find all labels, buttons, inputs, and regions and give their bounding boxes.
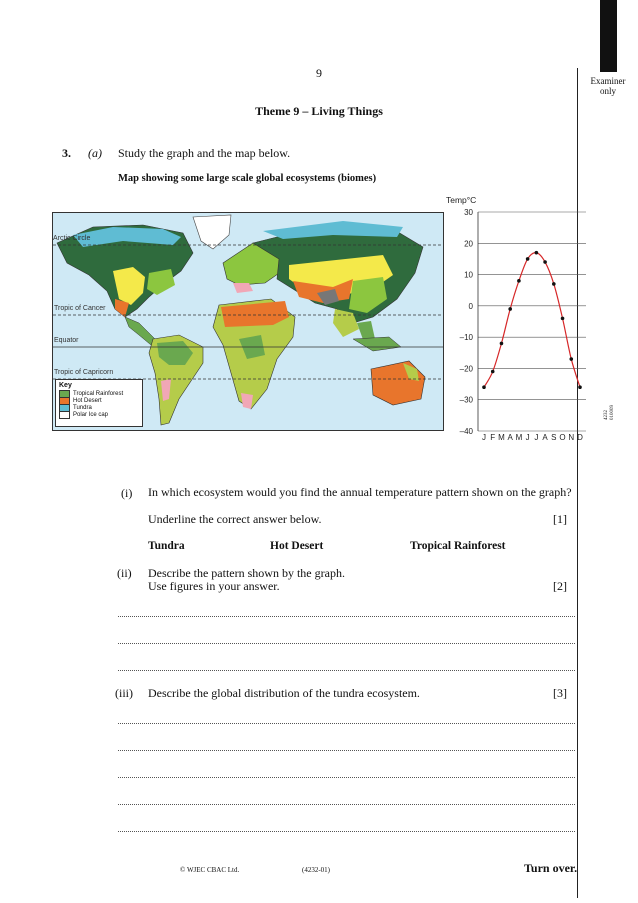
key-label: Tundra [73, 404, 92, 411]
equator-label: Equator [54, 337, 79, 344]
arctic-circle-label: Arctic Circle [53, 235, 91, 242]
q-ii-number: (ii) [117, 566, 132, 580]
data-point [552, 282, 556, 286]
turn-over: Turn over. [524, 861, 578, 875]
answer-line[interactable] [118, 804, 575, 805]
key-title: Key [59, 382, 72, 389]
y-tick-label: –30 [459, 395, 473, 405]
y-axis-label: Temp°C [446, 195, 477, 205]
y-tick-label: 30 [464, 208, 473, 217]
q-ii-instruction: Use figures in your answer. [148, 579, 280, 593]
answer-line[interactable] [118, 670, 575, 671]
data-point [482, 385, 486, 389]
q-iii-text: Describe the global distribution of the tundra ecosystem. [148, 686, 420, 700]
key-label: Tropical Rainforest [73, 390, 124, 397]
data-point [517, 279, 521, 283]
x-tick-label: M [515, 433, 523, 442]
answer-line[interactable] [118, 831, 575, 832]
answer-option-tundra[interactable]: Tundra [148, 540, 185, 552]
x-tick-label: D [577, 433, 583, 442]
margin-tab [600, 0, 617, 72]
examiner-only-label: Examiner only [590, 76, 626, 96]
data-point [500, 342, 504, 346]
y-tick-label: –10 [459, 333, 473, 343]
q-ii-text: Describe the pattern shown by the graph. [148, 566, 345, 580]
q-iii-number: (iii) [115, 686, 133, 700]
answer-line[interactable] [118, 643, 575, 644]
answer-line[interactable] [118, 723, 575, 724]
data-point [508, 307, 512, 311]
key-item [59, 404, 139, 411]
key-item [59, 411, 139, 418]
y-tick-label: 0 [468, 301, 473, 311]
key-item [59, 390, 139, 397]
y-tick-label: 20 [464, 239, 473, 249]
data-point [491, 370, 495, 374]
y-tick-label: –40 [459, 427, 473, 436]
map-title: Map showing some large scale global ecosystems (biomes) [118, 173, 377, 184]
q-i-number: (i) [121, 486, 133, 500]
page-number: 9 [316, 66, 322, 80]
q-ii-marks: [2] [553, 579, 567, 593]
question-instruction: Study the graph and the map below. [118, 146, 291, 160]
x-tick-label: F [490, 433, 496, 442]
answer-line[interactable] [118, 750, 575, 751]
q-i-instruction: Underline the correct answer below. [148, 512, 322, 526]
answer-option-hot-desert[interactable]: Hot Desert [270, 540, 324, 552]
key-item [59, 397, 139, 404]
answer-option-tropical-rainforest[interactable]: Tropical Rainforest [410, 540, 506, 552]
key-label: Hot Desert [73, 397, 102, 404]
data-point [526, 257, 530, 261]
x-tick-label: S [551, 433, 557, 442]
map-key [55, 379, 143, 427]
side-code: 4232 010009 [604, 405, 615, 420]
theme-title: Theme 9 – Living Things [255, 104, 383, 118]
q-i-marks: [1] [553, 512, 567, 526]
x-tick-label: J [482, 433, 486, 442]
data-point [569, 357, 573, 361]
footer-copyright: © WJEC CBAC Ltd. [180, 866, 240, 874]
tropic-capricorn-label: Tropic of Capricorn [54, 369, 114, 376]
x-tick-label: J [534, 433, 539, 442]
x-tick-label: M [498, 433, 505, 442]
q-iii-marks: [3] [553, 686, 567, 700]
question-part: (a) [88, 146, 102, 160]
question-number: 3. [62, 146, 71, 160]
answer-line[interactable] [118, 777, 575, 778]
tropic-cancer-label: Tropic of Cancer [54, 305, 106, 312]
x-tick-label: A [542, 433, 548, 442]
data-point [578, 385, 582, 389]
data-point [543, 260, 547, 264]
x-tick-label: N [568, 433, 575, 442]
answer-line[interactable] [118, 616, 575, 617]
biome-map [52, 212, 444, 431]
temperature-line [484, 253, 580, 388]
data-point [535, 251, 539, 255]
key-label: Polar Ice cap [73, 411, 109, 418]
x-tick-label: A [507, 433, 513, 442]
key-swatch [59, 411, 70, 419]
y-tick-label: 10 [464, 270, 473, 280]
x-tick-label: O [559, 433, 566, 442]
y-tick-label: –20 [459, 364, 473, 374]
footer-code: (4232-01) [302, 866, 330, 874]
q-i-text: In which ecosystem would you find the annual temperature pattern shown on the graph? [148, 485, 572, 499]
temperature-chart [440, 190, 590, 445]
data-point [561, 317, 565, 321]
x-tick-label: J [525, 433, 530, 442]
